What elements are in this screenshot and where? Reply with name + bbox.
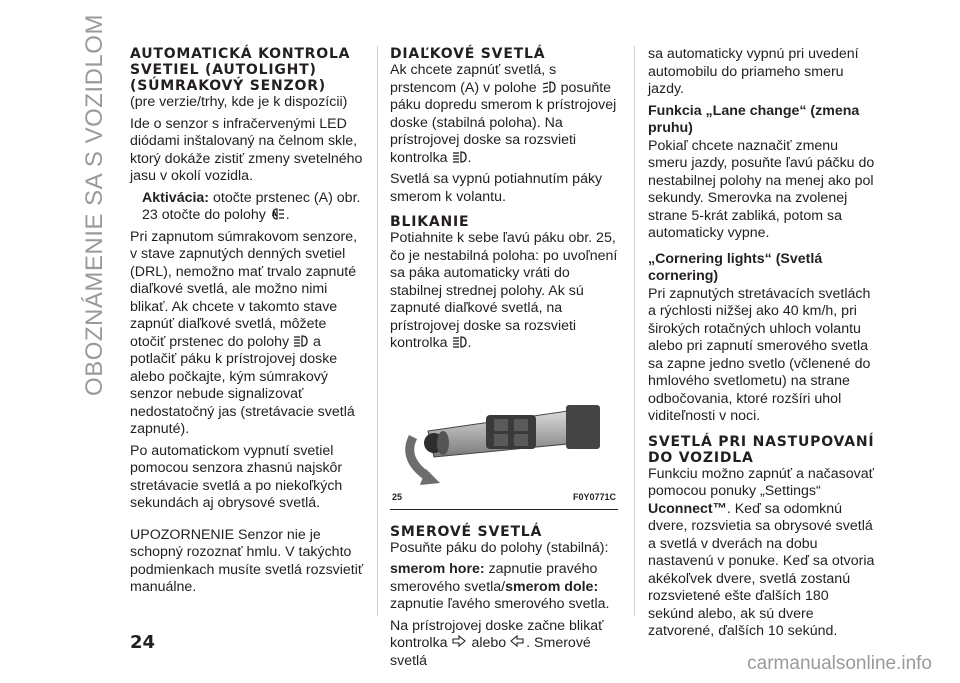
flashing-heading: BLIKANIE bbox=[390, 214, 470, 230]
left-arrow-icon bbox=[510, 635, 526, 649]
light-position-icon bbox=[541, 80, 557, 94]
uconnect-label: Uconnect™ bbox=[648, 500, 727, 517]
entry-lights-heading: SVETLÁ PRI NASTUPOVANÍ DO VOZIDLA bbox=[648, 433, 875, 466]
autolight-warning: UPOZORNENIE Senzor nie je schopný rozoznať hmlu. V takýchto podmienkach musíte svetlá rozsvietiť manuálne. bbox=[130, 526, 364, 595]
turn-signals-or: alebo bbox=[471, 635, 507, 651]
turn-signals-heading: SMEROVÉ SVETLÁ bbox=[390, 523, 543, 540]
turn-signals-paragraph-2 bbox=[390, 561, 618, 614]
watermark: carmanualsonline.info bbox=[747, 653, 932, 674]
cornering-lights-heading: „Cornering lights“ (Svetlá cornering) bbox=[648, 250, 823, 284]
up-label: smerom hore: bbox=[390, 561, 485, 577]
high-beam-paragraph-1a: Ak chcete zapnúť svetlá, s prstencom (A) v polohe bbox=[390, 62, 557, 96]
autolight-paragraph-2: Aktivácia: otočte prstenec (A) obr. 23 otočte do polohy A . bbox=[142, 189, 361, 223]
auto-light-icon bbox=[270, 207, 286, 221]
autolight-paragraph-3 bbox=[130, 229, 365, 439]
lane-change-paragraph: Pokiaľ chcete naznačiť zmenu smeru jazdy, posuňte ľavú páčku do nestabilnej polohy na menej ako pol sekundy. Smerovka na zvolenej strane 5-krát zabliká, potom sa automaticky vypne. bbox=[648, 137, 875, 241]
entry-lights-text-b: . Keď sa odomknú dvere, rozsvietia sa obrysové svetlá a svetlá v dverách na dobu nastavenú v ponuke. Keď sa otvoria akékoľvek dvere, svetlá zostanú rozsvietené ešte ďalších 180 sekúnd alebo, ak sú dvere zatvorené, ďalších 10 sekúnd. bbox=[648, 500, 875, 639]
high-beam-warning-icon bbox=[452, 150, 468, 164]
activation-text: otočte prstenec (A) obr. 23 otočte do polohy bbox=[142, 189, 361, 223]
page-number: 24 bbox=[130, 632, 156, 653]
turn-signals-continued: sa automaticky vypnú pri uvedení automobilu do priameho smeru jazdy. bbox=[648, 46, 859, 97]
flashing-paragraph-text: Potiahnite k sebe ľavú páku obr. 25, čo je nestabilná poloha: po uvoľnení sa páka automaticky vráti do stabilnej strednej polohy. Ak sú zapnuté diaľkové svetlá, na prístrojovej doske sa rozsvieti kontrolka bbox=[390, 230, 618, 351]
side-section-title-text: OBOZNÁMENIE SA S VOZIDLOM bbox=[81, 14, 108, 396]
figure-number: 25 bbox=[392, 492, 403, 502]
lane-change-heading: Funkcia „Lane change“ (zmena pruhu) bbox=[648, 102, 860, 136]
lever-illustration bbox=[398, 359, 608, 489]
column-divider bbox=[377, 46, 378, 616]
svg-text:A: A bbox=[271, 211, 277, 218]
high-beam-paragraph-1b: posuňte páku dopredu smerom k prístrojovej doske (stabilná poloha). Na prístrojovej doske sa rozsvieti kontrolka bbox=[390, 79, 617, 166]
turn-signals-paragraph-3 bbox=[390, 618, 618, 671]
autolight-paragraph-1: Ide o senzor s infračervenými LED diódami inštalovaný na čelnom skle, ktorý dokáže zistiť zmeny svetelného jasu v okolí vozidla. bbox=[130, 115, 363, 184]
autolight-paragraph-3-tail: a potlačiť páku k prístrojovej doske alebo počkajte, kým súmrakový senzor nebude signalizovať nedostatočný jas (stretávacie svetlá zapnuté). bbox=[130, 333, 355, 437]
high-beam-heading: DIAĽKOVÉ SVETLÁ bbox=[390, 46, 546, 62]
down-label: smerom dole: bbox=[505, 578, 599, 595]
high-beam-paragraph-2: Svetlá sa vypnú potiahnutím páky smerom k volantu. bbox=[390, 171, 603, 205]
column-3 bbox=[648, 46, 878, 645]
down-text: zapnutie ľavého smerového svetla. bbox=[390, 596, 610, 612]
entry-lights-text-a: Funkciu možno zapnúť a načasovať pomocou ponuky „Settings“ bbox=[648, 465, 874, 499]
turn-signals-paragraph-3a: Na prístrojovej doske začne blikať kontrolka bbox=[390, 617, 604, 651]
figure-code: F0Y0771C bbox=[572, 492, 616, 502]
autolight-paragraph-4: Po automatickom vypnutí svetiel pomocou senzora zhasnú najskôr stretávacie svetlá a po niekoľkých sekundách aj obrysové svetlá. bbox=[130, 442, 343, 511]
figure-25 bbox=[390, 359, 618, 510]
turn-signals-paragraph-3c: . Smerové svetlá bbox=[390, 635, 591, 669]
cornering-lights-paragraph: Pri zapnutých stretávacích svetlách a rýchlosti nižšej ako 40 km/h, pri širokých rotačných uhloch volantu alebo pri zapnutí smerového svetla sa zapne jedno svetlo (včlenené do hmlového svetlometu) na strane odbočovania, ktoré rozšíri uhol viditeľnosti v noci. bbox=[648, 285, 871, 424]
column-1 bbox=[130, 46, 365, 601]
high-beam-warning-icon bbox=[452, 335, 468, 349]
autolight-heading: AUTOMATICKÁ KONTROLA SVETIEL (AUTOLIGHT) (SÚMRAKOVÝ SENZOR) bbox=[130, 46, 351, 94]
right-arrow-icon bbox=[452, 635, 468, 649]
turn-signals-paragraph-1: Posuňte páku do polohy (stabilná): bbox=[390, 539, 609, 556]
entry-lights-paragraph bbox=[648, 466, 878, 641]
autolight-paragraph-3-text: Pri zapnutom súmrakovom senzore, v stave zapnutých denných svetiel (DRL), nemožno mať trvalo zapnuté diaľkové svetlá, ale možno nimi blikať. Ak chcete v takomto stave zapnúť diaľkové svetlá, môžete otočiť prstenec do polohy bbox=[130, 228, 358, 350]
up-text: zapnutie pravého smerového svetla/ bbox=[390, 561, 598, 595]
high-beam-icon bbox=[293, 334, 309, 348]
autolight-subheading: (pre verzie/trhy, kde je k dispozícii) bbox=[130, 94, 348, 110]
high-beam-paragraph-1: Ak chcete zapnúť svetlá, s prstencom (A) v polohe posuňte páku dopredu smerom k prístrojovej doske (stabilná poloha). Na prístrojovej doske sa rozsvieti kontrolka . bbox=[390, 62, 617, 166]
flashing-paragraph: Potiahnite k sebe ľavú páku obr. 25, čo je nestabilná poloha: po uvoľnení sa páka automaticky vráti do stabilnej strednej polohy. Ak sú zapnuté diaľkové svetlá, na prístrojovej doske sa rozsvieti kontrolka . bbox=[390, 230, 618, 351]
column-2 bbox=[390, 46, 618, 674]
activation-label: Aktivácia: bbox=[142, 189, 210, 206]
side-section-title bbox=[81, 14, 108, 396]
column-divider bbox=[634, 46, 635, 616]
